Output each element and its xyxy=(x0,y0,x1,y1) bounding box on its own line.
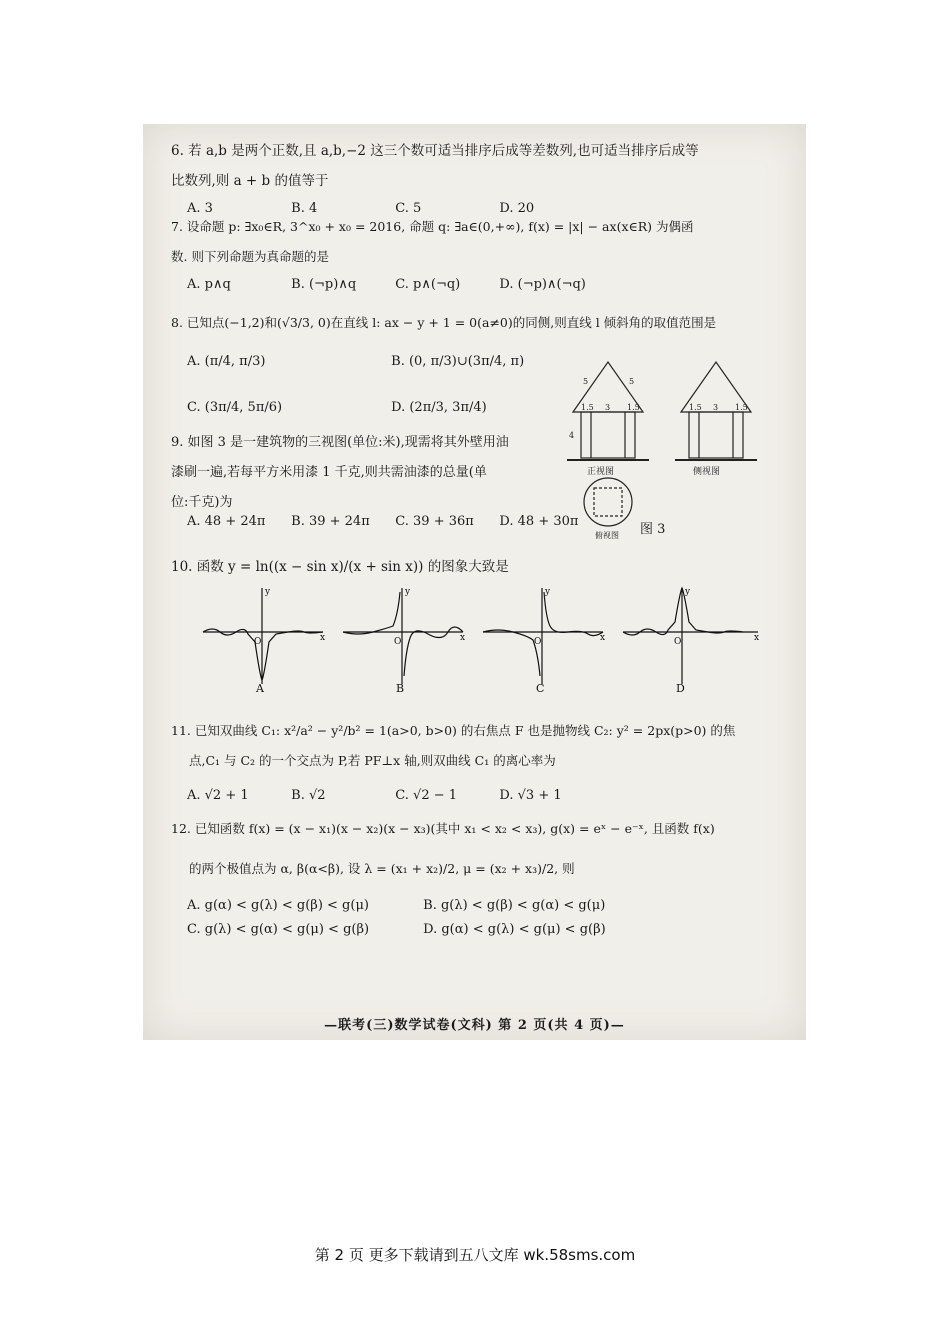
front-view-label: 正视图 xyxy=(587,467,615,477)
option-c: C. 5 xyxy=(395,201,422,216)
question-11 xyxy=(171,716,786,776)
y-axis-label: y xyxy=(405,587,411,597)
question-8 xyxy=(171,308,717,338)
dim-1-5-left: 1.5 xyxy=(581,403,594,412)
question-7-line2: 数. 则下列命题为真命题的是 xyxy=(171,249,329,264)
option-b: B. (¬p)∧q xyxy=(291,277,357,292)
question-9 xyxy=(171,428,566,518)
figure-3-three-views xyxy=(563,352,793,542)
option-a: A. 48 + 24π xyxy=(187,514,266,529)
graph-label-d: D xyxy=(676,682,685,694)
graph-label-b: B xyxy=(396,682,405,694)
graph-b xyxy=(343,587,465,694)
dim-4: 4 xyxy=(569,431,575,440)
x-axis-label: x xyxy=(460,633,466,643)
graph-label-c: C xyxy=(536,682,545,694)
dim-1-5-left: 1.5 xyxy=(689,403,702,412)
scan-page-footer: —联考(三)数学试卷(文科) 第 2 页(共 4 页)— xyxy=(324,1018,625,1033)
option-d: D. (2π/3, 3π/4) xyxy=(391,400,487,415)
option-b: B. g(λ) < g(β) < g(α) < g(μ) xyxy=(423,898,606,913)
question-9-line1: 9. 如图 3 是一建筑物的三视图(单位:米),现需将其外壁用油 xyxy=(171,435,509,450)
question-10-line1: 10. 函数 y = ln((x − sin x)/(x + sin x)) 的图象大致是 xyxy=(171,559,509,575)
option-a: A. (π/4, π/3) xyxy=(187,354,266,369)
question-9-line2: 漆刷一遍,若每平方米用漆 1 千克,则共需油漆的总量(单 xyxy=(171,465,487,480)
top-view-label: 俯视图 xyxy=(595,531,619,540)
front-view xyxy=(567,362,649,460)
question-9-options xyxy=(187,514,578,529)
question-6-line2: 比数列,则 a + b 的值等于 xyxy=(171,173,329,189)
option-d: D. 48 + 30π xyxy=(499,514,579,529)
x-axis-label: x xyxy=(754,633,760,643)
option-c: C. p∧(¬q) xyxy=(395,277,461,292)
side-view xyxy=(675,362,757,460)
dim-5-right: 5 xyxy=(629,377,635,386)
question-11-options xyxy=(187,788,562,803)
question-6 xyxy=(171,136,786,196)
origin-label: O xyxy=(534,637,542,647)
option-b: B. 4 xyxy=(291,201,318,216)
option-d: D. g(α) < g(λ) < g(μ) < g(β) xyxy=(423,922,606,937)
option-c: C. (3π/4, 5π/6) xyxy=(187,400,283,415)
question-12-line2: 的两个极值点为 α, β(α<β), 设 λ = (x₁ + x₂)/2, μ = (x₂ + x₃)/2, 则 xyxy=(189,861,575,876)
question-10 xyxy=(171,552,786,582)
option-a: A. p∧q xyxy=(187,277,231,292)
question-8-options-row1 xyxy=(187,354,524,369)
top-view xyxy=(584,478,632,526)
question-12 xyxy=(171,814,786,884)
question-8-options-row2 xyxy=(187,400,487,415)
dim-1-5-right: 1.5 xyxy=(735,403,748,412)
option-b: B. 39 + 24π xyxy=(291,514,370,529)
dim-5-left: 5 xyxy=(583,377,589,386)
graph-d xyxy=(623,587,759,694)
graph-c xyxy=(483,587,605,694)
option-b: B. (0, π/3)∪(3π/4, π) xyxy=(391,354,525,369)
option-a: A. g(α) < g(λ) < g(β) < g(μ) xyxy=(187,898,369,913)
question-7 xyxy=(171,212,786,272)
dim-1-5-right: 1.5 xyxy=(627,403,640,412)
option-a: A. 3 xyxy=(187,201,213,216)
side-view-label: 侧视图 xyxy=(693,467,721,477)
question-7-line1: 7. 设命题 p: ∃x₀∈R, 3^x₀ + x₀ = 2016, 命题 q: ∃a∈(0,+∞), f(x) = |x| − ax(x∈R) 为偶函 xyxy=(171,219,694,234)
option-c: C. √2 − 1 xyxy=(395,788,458,803)
question-6-line1: 6. 若 a,b 是两个正数,且 a,b,−2 这三个数可适当排序后成等差数列,也可适当排序后成等 xyxy=(171,143,699,159)
question-12-options-row2 xyxy=(187,922,606,937)
dim-3: 3 xyxy=(605,403,611,412)
question-9-line3: 位:千克)为 xyxy=(171,495,233,510)
question-11-line2: 点,C₁ 与 C₂ 的一个交点为 P,若 PF⊥x 轴,则双曲线 C₁ 的离心率为 xyxy=(189,753,556,768)
x-axis-label: x xyxy=(600,633,606,643)
question-11-line1: 11. 已知双曲线 C₁: x²/a² − y²/b² = 1(a>0, b>0) 的右焦点 F 也是抛物线 C₂: y² = 2px(p>0) 的焦 xyxy=(171,723,736,738)
origin-label: O xyxy=(254,637,262,647)
option-d: D. (¬p)∧(¬q) xyxy=(499,277,586,292)
question-7-options xyxy=(187,277,586,292)
y-axis-label: y xyxy=(545,587,551,597)
option-a: A. √2 + 1 xyxy=(187,788,249,803)
origin-label: O xyxy=(394,637,402,647)
scanned-exam-page xyxy=(143,124,806,1040)
graph-a xyxy=(203,587,325,694)
y-axis-label: y xyxy=(685,587,691,597)
option-d: D. 20 xyxy=(499,201,535,216)
dim-3: 3 xyxy=(713,403,719,412)
origin-label: O xyxy=(674,637,682,647)
option-c: C. g(λ) < g(α) < g(μ) < g(β) xyxy=(187,922,370,937)
option-d: D. √3 + 1 xyxy=(499,788,562,803)
download-footer: 第 2 页 更多下载请到五八文库 wk.58sms.com xyxy=(314,1246,636,1264)
question-12-options-row1 xyxy=(187,898,605,913)
y-axis-label: y xyxy=(265,587,271,597)
option-c: C. 39 + 36π xyxy=(395,514,474,529)
graph-label-a: A xyxy=(256,682,264,694)
option-b: B. √2 xyxy=(291,788,326,803)
question-12-line1: 12. 已知函数 f(x) = (x − x₁)(x − x₂)(x − x₃)(其中 x₁ < x₂ < x₃), g(x) = eˣ − e⁻ˣ, 且函数 f(x) xyxy=(171,821,715,836)
question-8-line1: 8. 已知点(−1,2)和(√3/3, 0)在直线 l: ax − y + 1 = 0(a≠0)的同侧,则直线 l 倾斜角的取值范围是 xyxy=(171,315,717,330)
question-10-graphs xyxy=(198,584,768,694)
x-axis-label: x xyxy=(320,633,326,643)
figure-3-caption: 图 3 xyxy=(640,522,666,537)
